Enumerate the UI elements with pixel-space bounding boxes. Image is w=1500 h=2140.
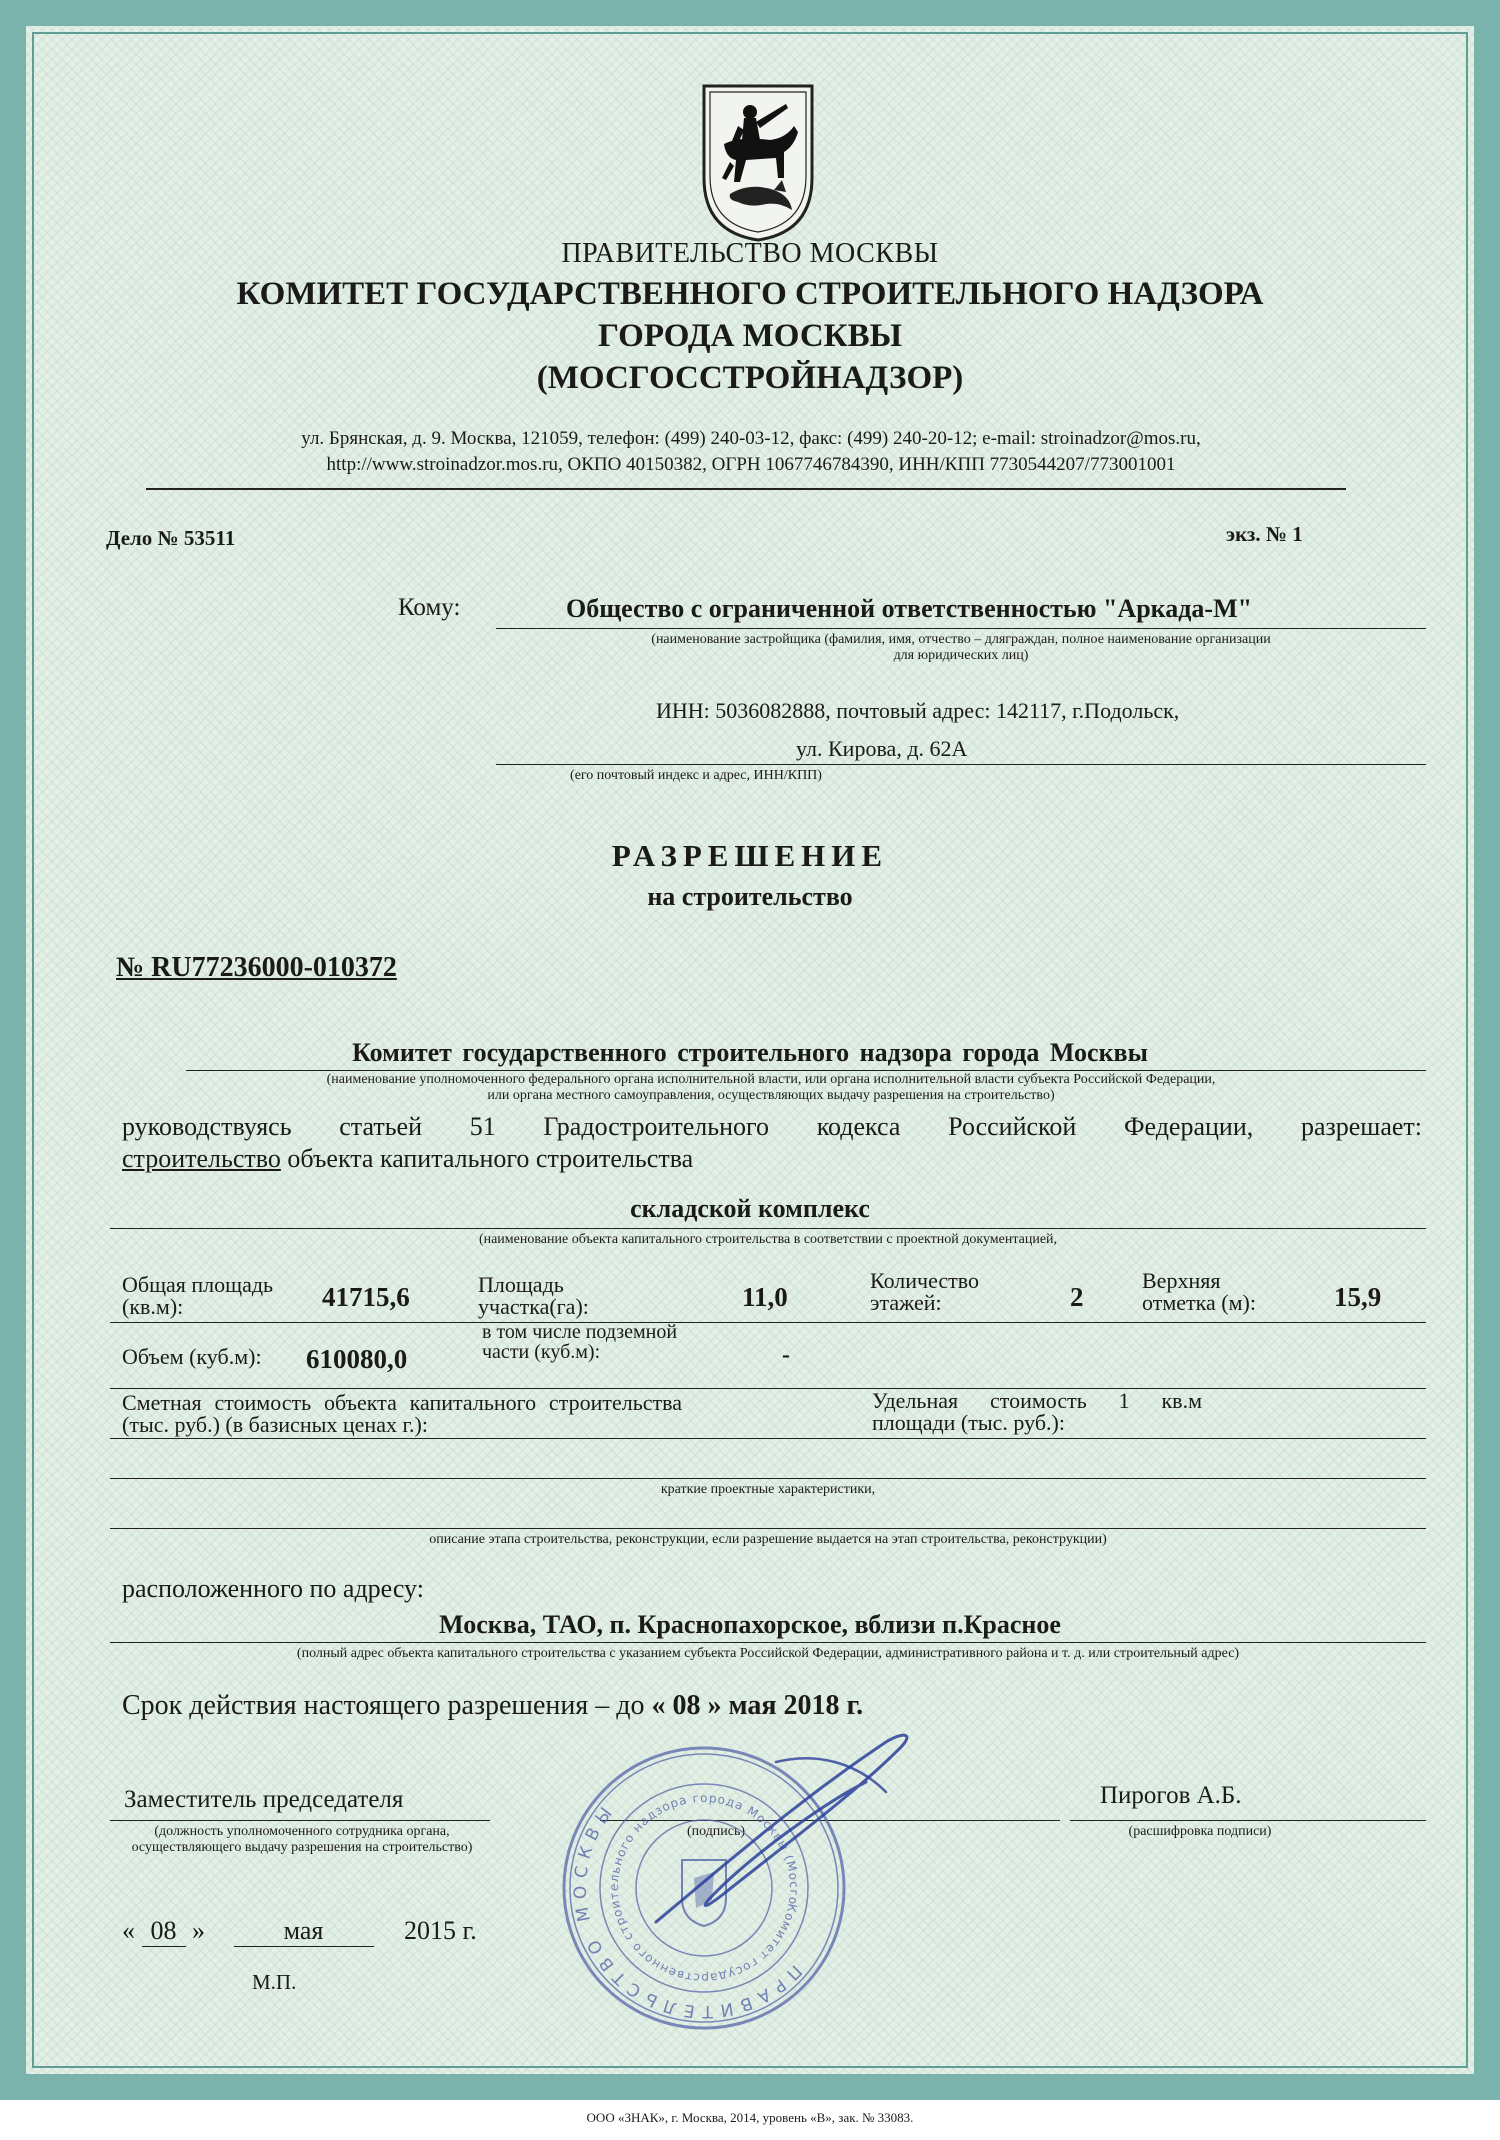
day-close-quote: » [192, 1916, 205, 1945]
handwritten-signature-icon [626, 1722, 926, 1932]
volume-label: Объем (куб.м): [122, 1344, 262, 1369]
moscow-coat-of-arms-icon [700, 82, 816, 242]
legal-basis-line2 [122, 1144, 693, 1174]
address-line [110, 1642, 1426, 1643]
contacts-line2: http://www.stroinadzor.mos.ru, ОКПО 40150382, ОГРН 1067746784390, ИНН/КПП 7730544207/773001001 [326, 454, 1176, 475]
authority-note-1: (наименование уполномоченного федерального органа исполнительной власти, или органа исполнительной власти субъекта Российской Федерации, [326, 1072, 1216, 1087]
underground-value: - [782, 1342, 790, 1368]
location-label: расположенного по адресу: [122, 1574, 424, 1603]
floors-label: Количество этажей: [870, 1268, 980, 1315]
plot-area-label: Площадь участка(га): [478, 1272, 589, 1319]
address-full-note: (полный адрес объекта капитального строительства с указанием субъекта Российской Федерации, административного района и т. д. или строительный адрес) [296, 1646, 1240, 1661]
volume-value: 610080,0 [306, 1344, 408, 1374]
top-mark-label: Верхняя отметка (м): [1142, 1268, 1256, 1315]
seal-inner-text: Комитет государственного строительного надзора города Москвы (Мосгосстройнадзор) [606, 1790, 802, 1986]
position-note: (должность уполномоченного сотрудника органа, осуществляющего выдачу разрешения на строительство) [131, 1824, 473, 1855]
contacts-line1: ул. Брянская, д. 9. Москва, 121059, телефон: (499) 240-03-12, факс: (499) 240-20-12; e-mail: stroinadzor@mos.ru, [301, 428, 1201, 449]
signature-note: (подпись) [686, 1824, 746, 1839]
name-note: (расшифровка подписи) [1128, 1824, 1272, 1839]
permit-number: № RU77236000-010372 [116, 952, 397, 983]
recipient-name-note-1: (наименование застройщика (фамилия, имя, отчество – дляграждан, полное наименование организации [651, 632, 1271, 647]
object-word: объекта капитального строительства [280, 1144, 694, 1173]
issue-year-suffix: г. [462, 1916, 477, 1945]
legal-basis-line1: руководствуясь статьей 51 Градостроительного кодекса Российской Федерации, разрешает: [122, 1112, 1422, 1141]
position-line [110, 1820, 490, 1821]
total-area-label: Общая площадь (кв.м): [122, 1272, 274, 1319]
recipient-underline [496, 628, 1426, 629]
construction-word: строительство [122, 1144, 281, 1173]
total-area-value: 41715,6 [322, 1282, 410, 1312]
committee-title-line1: КОМИТЕТ ГОСУДАРСТВЕННОГО СТРОИТЕЛЬНОГО НАДЗОРА [236, 276, 1264, 312]
stage-description-note: описание этапа строительства, реконструкции, если разрешение выдается на этап строительства, реконструкции) [429, 1532, 1107, 1547]
header-divider [146, 488, 1346, 490]
validity-text: Срок действия настоящего разрешения – до [122, 1690, 645, 1721]
brief-line [110, 1478, 1426, 1479]
government-title: ПРАВИТЕЛЬСТВО МОСКВЫ [561, 238, 939, 269]
unit-cost-label: Удельная стоимость 1 кв.м площади (тыс. руб.): [872, 1388, 1202, 1435]
stage-line [110, 1528, 1426, 1529]
issue-year: 2015 [404, 1916, 456, 1945]
underground-label: в том числе подземной части (куб.м): [482, 1321, 678, 1363]
issue-day: 08 [142, 1916, 186, 1947]
object-underline [110, 1228, 1426, 1229]
address-note: (его почтовый индекс и адрес, ИНН/КПП) [570, 768, 822, 783]
case-number: Дело № 53511 [106, 526, 236, 550]
recipient-label: Кому: [398, 594, 461, 621]
params-row2-line [110, 1388, 1426, 1389]
validity-date: « 08 » мая 2018 г. [651, 1690, 864, 1721]
recipient-name-note-2: для юридических лиц) [893, 648, 1029, 663]
brief-characteristics-note: краткие проектные характеристики, [660, 1482, 876, 1497]
params-row1-line [110, 1322, 1426, 1323]
name-line [1070, 1820, 1426, 1821]
stamp-place-label: М.П. [252, 1970, 297, 1994]
permit-title: РАЗРЕШЕНИЕ [611, 838, 889, 873]
copy-number: экз. № 1 [1226, 522, 1303, 546]
top-mark-value: 15,9 [1334, 1282, 1382, 1312]
seal-outer-text: ПРАВИТЕЛЬСТВО МОСКВЫ [570, 1798, 806, 2022]
plot-area-value: 11,0 [742, 1282, 788, 1312]
committee-title-line2: ГОРОДА МОСКВЫ [597, 318, 902, 354]
authority-name: Комитет государственного строительного надзора города Москвы [352, 1038, 1148, 1067]
floors-value: 2 [1070, 1282, 1084, 1312]
day-open-quote: « [122, 1916, 135, 1945]
estimated-cost-label: Сметная стоимость объекта капитального строительства (тыс. руб.) (в базисных ценах г.): [122, 1390, 682, 1437]
address-underline [496, 764, 1426, 765]
params-row3-line [110, 1438, 1426, 1439]
signer-name: Пирогов А.Б. [1100, 1782, 1242, 1809]
recipient-inn-address-2: ул. Кирова, д. 62А [796, 736, 968, 761]
printer-imprint: ООО «ЗНАК», г. Москва, 2014, уровень «В», зак. № 33083. [586, 2110, 914, 2125]
object-name: складской комплекс [630, 1194, 870, 1223]
permit-subtitle: на строительство [647, 882, 853, 911]
signer-position: Заместитель председателя [124, 1786, 404, 1813]
location-address: Москва, ТАО, п. Краснопахорское, вблизи п.Красное [439, 1610, 1061, 1639]
issue-date [122, 1916, 477, 1947]
authority-note-2: или органа местного самоуправления, осуществляющих выдачу разрешения на строительство) [487, 1088, 1055, 1103]
recipient-inn-address-1: ИНН: 5036082888, почтовый адрес: 142117, г.Подольск, [656, 698, 1180, 723]
committee-short-name: (МОСГОССТРОЙНАДЗОР) [536, 360, 964, 396]
authority-underline [186, 1070, 1426, 1071]
recipient-name: Общество с ограниченной ответственностью "Аркада-М" [566, 594, 1253, 623]
object-note: (наименование объекта капитального строительства в соответствии с проектной документацией, [478, 1232, 1058, 1247]
issue-month: мая [234, 1916, 374, 1947]
validity-row [122, 1690, 863, 1722]
